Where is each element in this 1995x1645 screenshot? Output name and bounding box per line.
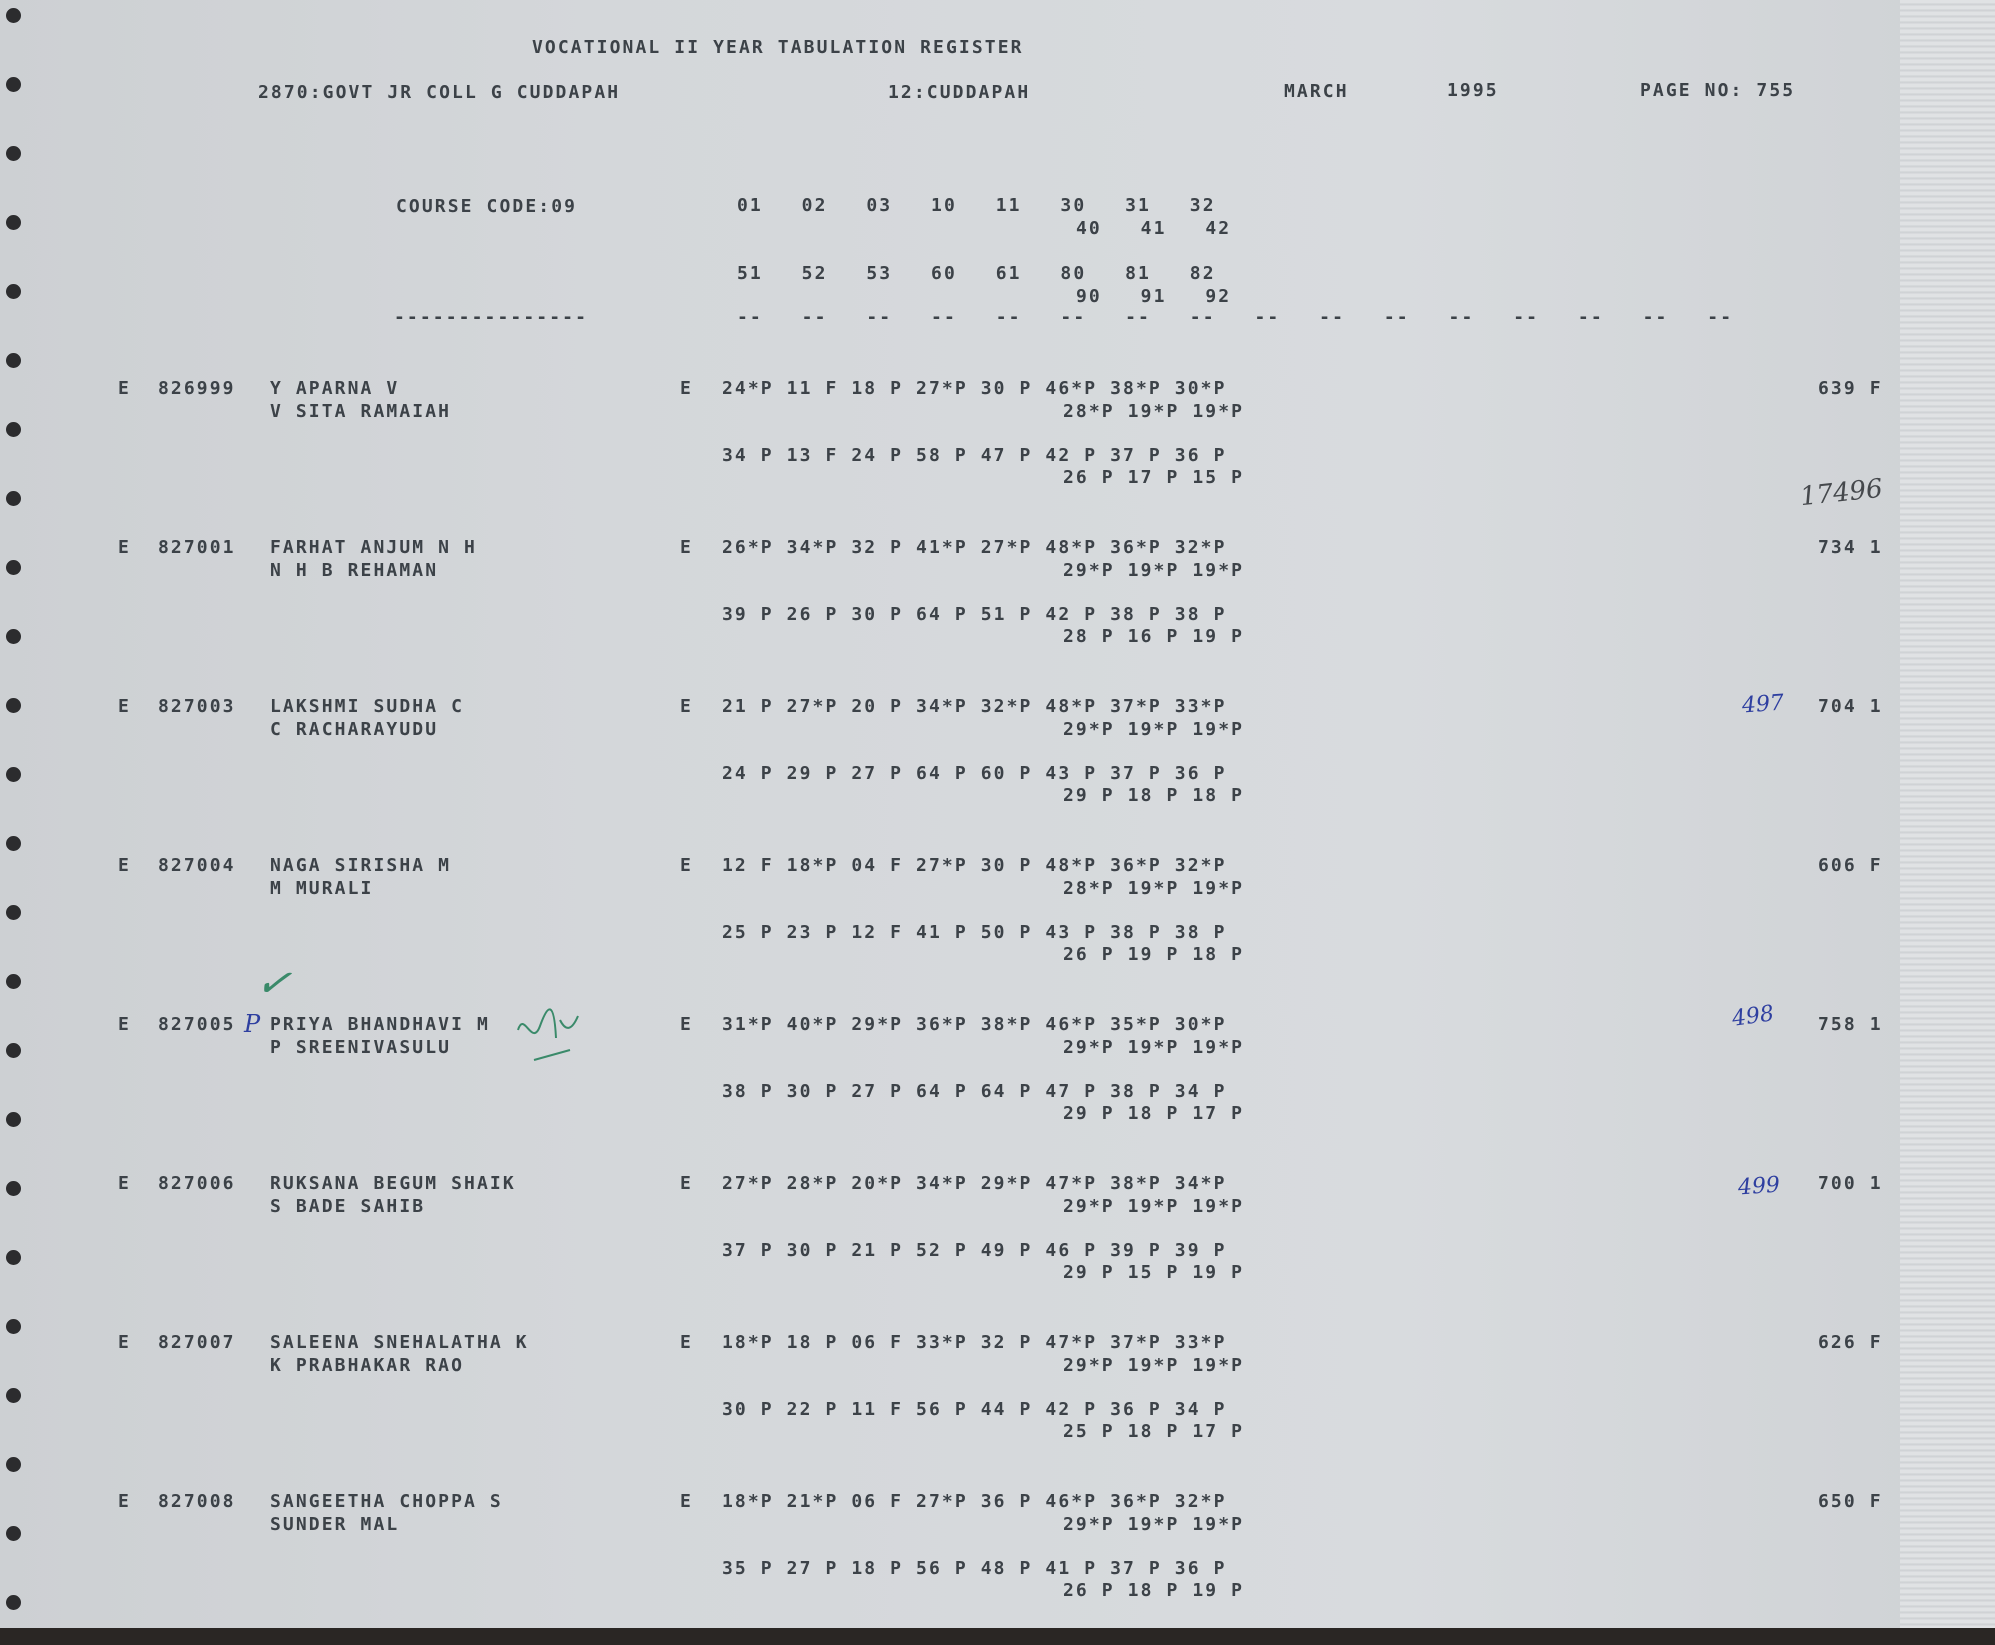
binder-hole bbox=[6, 1388, 21, 1403]
marks-line-2: 28*P 19*P 19*P bbox=[1063, 401, 1245, 422]
marks-line-3: 24 P 29 P 27 P 64 P 60 P 43 P 37 P 36 P bbox=[722, 763, 1227, 784]
record-flag: E bbox=[118, 855, 131, 876]
parent-name: N H B REHAMAN bbox=[270, 560, 439, 581]
course-code: COURSE CODE:09 bbox=[396, 196, 578, 217]
binder-hole bbox=[6, 1319, 21, 1334]
student-name: FARHAT ANJUM N H bbox=[270, 537, 477, 558]
medium-code: E bbox=[680, 1014, 693, 1035]
marks-line-1: 18*P 21*P 06 F 27*P 36 P 46*P 36*P 32*P bbox=[722, 1491, 1227, 1512]
marks-line-1: 12 F 18*P 04 F 27*P 30 P 48*P 36*P 32*P bbox=[722, 855, 1227, 876]
marks-line-2: 29*P 19*P 19*P bbox=[1063, 560, 1245, 581]
binder-hole bbox=[6, 1595, 21, 1610]
marks-line-4: 29 P 15 P 19 P bbox=[1063, 1262, 1245, 1283]
binder-hole bbox=[6, 1181, 21, 1196]
pencil-note: 17496 bbox=[1798, 473, 1885, 513]
parent-name: S BADE SAHIB bbox=[270, 1196, 426, 1217]
binder-hole bbox=[6, 767, 21, 782]
marks-line-1: 18*P 18 P 06 F 33*P 32 P 47*P 37*P 33*P bbox=[722, 1332, 1227, 1353]
binder-hole bbox=[6, 77, 21, 92]
column-underlines: -- -- -- -- -- -- -- -- -- -- -- -- -- -- -- -- bbox=[737, 307, 1734, 328]
marks-line-3: 38 P 30 P 27 P 64 P 64 P 47 P 38 P 34 P bbox=[722, 1081, 1227, 1102]
total-and-result: 758 1 bbox=[1818, 1014, 1883, 1035]
marks-line-1: 26*P 34*P 32 P 41*P 27*P 48*P 36*P 32*P bbox=[722, 537, 1227, 558]
marks-line-3: 39 P 26 P 30 P 64 P 51 P 42 P 38 P 38 P bbox=[722, 604, 1227, 625]
subject-codes-row-4: 90 91 92 bbox=[1076, 286, 1232, 307]
parent-name: K PRABHAKAR RAO bbox=[270, 1355, 465, 1376]
register-number: 827004 bbox=[158, 855, 236, 876]
binder-hole bbox=[6, 560, 21, 575]
register-number: 827003 bbox=[158, 696, 236, 717]
binder-hole bbox=[6, 974, 21, 989]
subject-codes-row-3: 51 52 53 60 61 80 81 82 bbox=[737, 263, 1216, 284]
parent-name: SUNDER MAL bbox=[270, 1514, 400, 1535]
page-edge-stack bbox=[1900, 0, 1995, 1628]
marks-line-3: 35 P 27 P 18 P 56 P 48 P 41 P 37 P 36 P bbox=[722, 1558, 1227, 1579]
header-underline: --------------- bbox=[394, 307, 589, 328]
student-name: NAGA SIRISHA M bbox=[270, 855, 452, 876]
marks-line-1: 31*P 40*P 29*P 36*P 38*P 46*P 35*P 30*P bbox=[722, 1014, 1227, 1035]
binder-hole bbox=[6, 1457, 21, 1472]
binder-hole bbox=[6, 353, 21, 368]
marks-line-2: 29*P 19*P 19*P bbox=[1063, 719, 1245, 740]
marks-line-1: 24*P 11 F 18 P 27*P 30 P 46*P 38*P 30*P bbox=[722, 378, 1227, 399]
exam-year: 1995 bbox=[1447, 80, 1499, 101]
ink-serial-497: 497 bbox=[1741, 690, 1785, 719]
marks-line-3: 30 P 22 P 11 F 56 P 44 P 42 P 36 P 34 P bbox=[722, 1399, 1227, 1420]
parent-name: P SREENIVASULU bbox=[270, 1037, 452, 1058]
binder-hole bbox=[6, 1043, 21, 1058]
binder-hole bbox=[6, 1526, 21, 1541]
student-name: LAKSHMI SUDHA C bbox=[270, 696, 465, 717]
record-flag: E bbox=[118, 1014, 131, 1035]
medium-code: E bbox=[680, 855, 693, 876]
parent-name: M MURALI bbox=[270, 878, 374, 899]
binder-hole bbox=[6, 284, 21, 299]
marks-line-4: 29 P 18 P 17 P bbox=[1063, 1103, 1245, 1124]
register-number: 827006 bbox=[158, 1173, 236, 1194]
ink-serial-499: 499 bbox=[1737, 1172, 1781, 1201]
register-number: 827007 bbox=[158, 1332, 236, 1353]
binder-hole bbox=[6, 836, 21, 851]
register-title: VOCATIONAL II YEAR TABULATION REGISTER bbox=[532, 37, 1024, 58]
binder-hole bbox=[6, 905, 21, 920]
binder-hole bbox=[6, 698, 21, 713]
student-name: PRIYA BHANDHAVI M bbox=[270, 1014, 490, 1035]
student-name: SALEENA SNEHALATHA K bbox=[270, 1332, 529, 1353]
binder-hole bbox=[6, 422, 21, 437]
medium-code: E bbox=[680, 1332, 693, 1353]
college-name: 2870:GOVT JR COLL G CUDDAPAH bbox=[258, 82, 621, 103]
medium-code: E bbox=[680, 696, 693, 717]
binder-hole bbox=[6, 629, 21, 644]
record-flag: E bbox=[118, 537, 131, 558]
total-and-result: 734 1 bbox=[1818, 537, 1883, 558]
marks-line-4: 26 P 18 P 19 P bbox=[1063, 1580, 1245, 1601]
marks-line-4: 26 P 19 P 18 P bbox=[1063, 944, 1245, 965]
binder-hole bbox=[6, 8, 21, 23]
record-flag: E bbox=[118, 1173, 131, 1194]
record-flag: E bbox=[118, 696, 131, 717]
marks-line-1: 27*P 28*P 20*P 34*P 29*P 47*P 38*P 34*P bbox=[722, 1173, 1227, 1194]
medium-code: E bbox=[680, 378, 693, 399]
register-number: 827008 bbox=[158, 1491, 236, 1512]
medium-code: E bbox=[680, 1173, 693, 1194]
binder-hole bbox=[6, 1250, 21, 1265]
total-and-result: 639 F bbox=[1818, 378, 1883, 399]
green-initials-signature bbox=[510, 990, 590, 1070]
student-name: SANGEETHA CHOPPA S bbox=[270, 1491, 503, 1512]
medium-code: E bbox=[680, 537, 693, 558]
ink-p-mark: P bbox=[244, 1010, 261, 1038]
binder-hole bbox=[6, 146, 21, 161]
marks-line-4: 26 P 17 P 15 P bbox=[1063, 467, 1245, 488]
marks-line-2: 28*P 19*P 19*P bbox=[1063, 878, 1245, 899]
binder-hole bbox=[6, 491, 21, 506]
register-number: 826999 bbox=[158, 378, 236, 399]
parent-name: V SITA RAMAIAH bbox=[270, 401, 452, 422]
record-flag: E bbox=[118, 1332, 131, 1353]
student-name: Y APARNA V bbox=[270, 378, 400, 399]
student-name: RUKSANA BEGUM SHAIK bbox=[270, 1173, 516, 1194]
marks-line-2: 29*P 19*P 19*P bbox=[1063, 1355, 1245, 1376]
total-and-result: 700 1 bbox=[1818, 1173, 1883, 1194]
binder-hole bbox=[6, 215, 21, 230]
total-and-result: 606 F bbox=[1818, 855, 1883, 876]
record-flag: E bbox=[118, 378, 131, 399]
marks-line-4: 25 P 18 P 17 P bbox=[1063, 1421, 1245, 1442]
parent-name: C RACHARAYUDU bbox=[270, 719, 439, 740]
marks-line-1: 21 P 27*P 20 P 34*P 32*P 48*P 37*P 33*P bbox=[722, 696, 1227, 717]
marks-line-3: 25 P 23 P 12 F 41 P 50 P 43 P 38 P 38 P bbox=[722, 922, 1227, 943]
total-and-result: 626 F bbox=[1818, 1332, 1883, 1353]
binder-hole bbox=[6, 1112, 21, 1127]
marks-line-4: 29 P 18 P 18 P bbox=[1063, 785, 1245, 806]
medium-code: E bbox=[680, 1491, 693, 1512]
green-tick-mark: ✓ bbox=[252, 955, 295, 1010]
subject-codes-row-2: 40 41 42 bbox=[1076, 218, 1232, 239]
total-and-result: 704 1 bbox=[1818, 696, 1883, 717]
total-and-result: 650 F bbox=[1818, 1491, 1883, 1512]
district-name: 12:CUDDAPAH bbox=[888, 82, 1031, 103]
marks-line-3: 34 P 13 F 24 P 58 P 47 P 42 P 37 P 36 P bbox=[722, 445, 1227, 466]
subject-codes-row-1: 01 02 03 10 11 30 31 32 bbox=[737, 195, 1216, 216]
marks-line-2: 29*P 19*P 19*P bbox=[1063, 1196, 1245, 1217]
marks-line-2: 29*P 19*P 19*P bbox=[1063, 1037, 1245, 1058]
register-number: 827005 bbox=[158, 1014, 236, 1035]
ink-serial-498: 498 bbox=[1730, 1001, 1776, 1032]
page-number: PAGE NO: 755 bbox=[1640, 80, 1796, 101]
marks-line-2: 29*P 19*P 19*P bbox=[1063, 1514, 1245, 1535]
marks-line-4: 28 P 16 P 19 P bbox=[1063, 626, 1245, 647]
record-flag: E bbox=[118, 1491, 131, 1512]
marks-line-3: 37 P 30 P 21 P 52 P 49 P 46 P 39 P 39 P bbox=[722, 1240, 1227, 1261]
register-number: 827001 bbox=[158, 537, 236, 558]
exam-month: MARCH bbox=[1284, 81, 1349, 102]
